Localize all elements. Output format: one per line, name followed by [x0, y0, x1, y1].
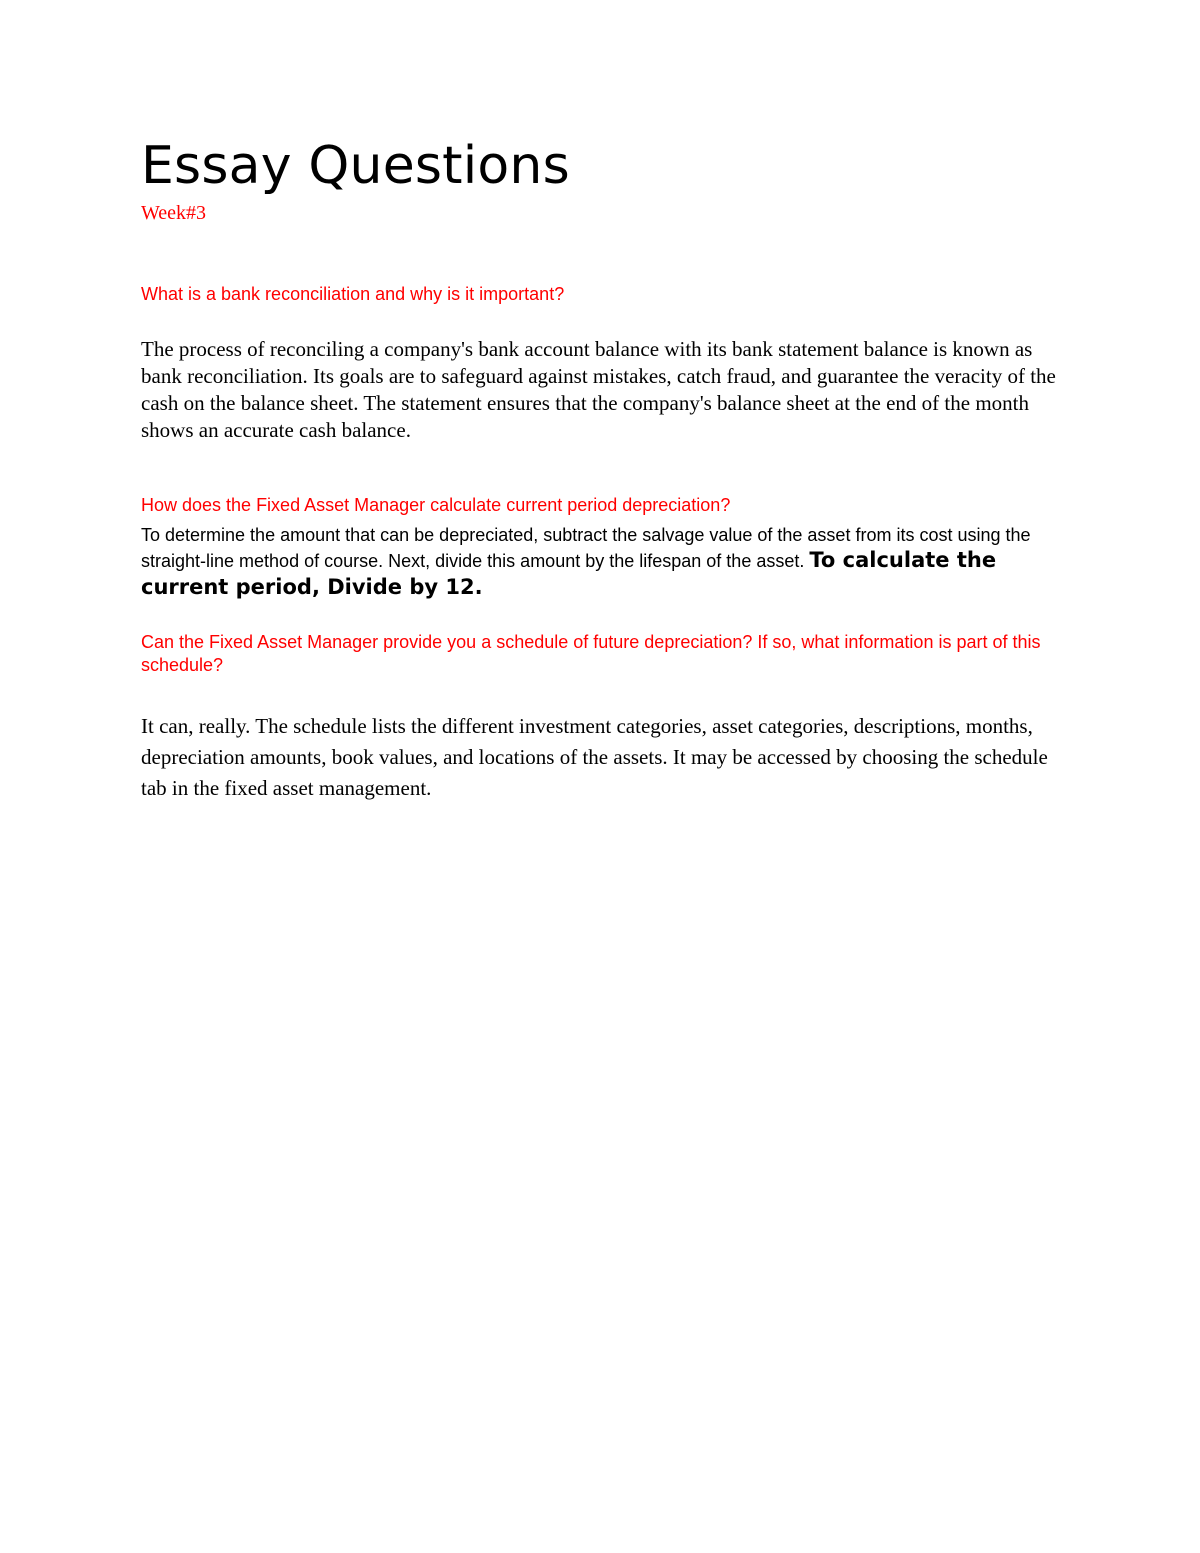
document-title: Essay Questions — [141, 136, 570, 196]
question-3: Can the Fixed Asset Manager provide you a schedule of future depreciation? If so, what information is part of this schedule? — [141, 632, 1041, 676]
question-1: What is a bank reconciliation and why is it important? — [141, 284, 565, 305]
question-2: How does the Fixed Asset Manager calculate current period depreciation? — [141, 495, 731, 516]
document-content — [141, 138, 1061, 804]
answer-1: The process of reconciling a company's bank account balance with its bank statement balance is known as bank reconciliation. Its goals are to safeguard against mistakes, catch fraud, and guarantee the veracity of the cash on the balance sheet. The statement ensures that the company's balance sheet at the end of the month shows an accurate cash balance. — [141, 337, 1056, 443]
answer-3: It can, really. The schedule lists the different investment categories, asset categories, descriptions, months, depreciation amounts, book values, and locations of the assets. It may be accessed by choosing the schedule tab in the fixed asset management. — [141, 714, 1048, 801]
answer-2-emphasis: To calculate the current period, Divide by 12. — [141, 548, 997, 600]
document-subtitle: Week#3 — [141, 202, 207, 225]
answer-2 — [141, 523, 1061, 601]
answer-2-text: To determine the amount that can be depreciated, subtract the salvage value of the asset from its cost using the straight-line method of course. Next, divide this amount by the lifespan of the asset. — [141, 525, 1031, 572]
